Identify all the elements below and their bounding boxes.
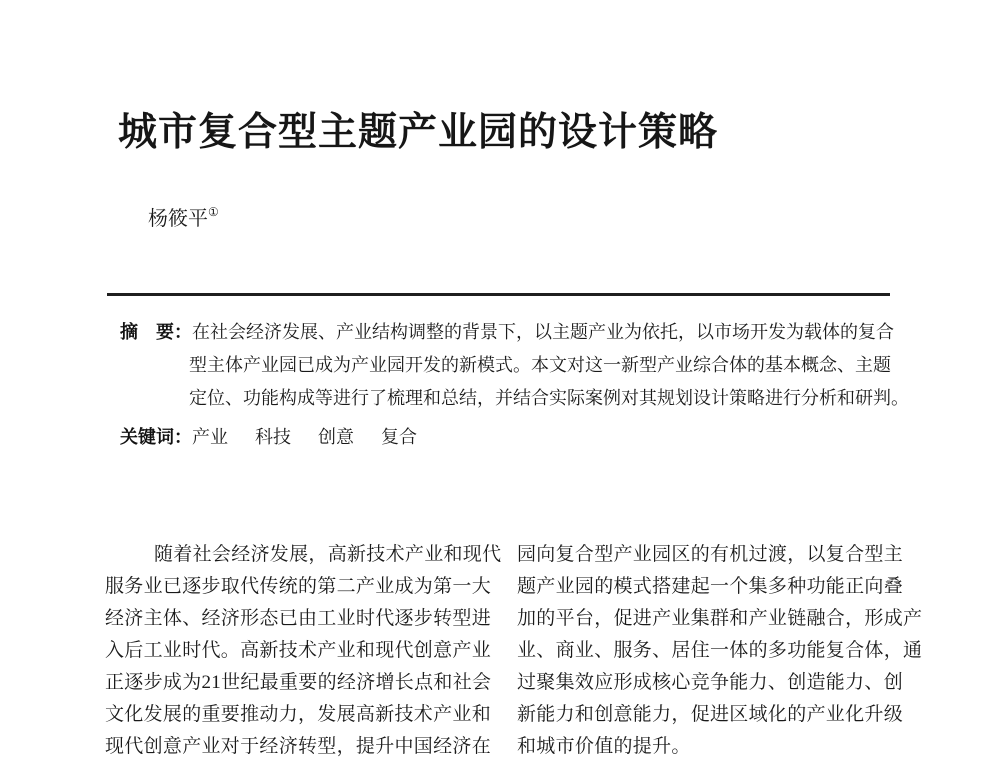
body-text-line: 正逐步成为21世纪最重要的经济增长点和社会 bbox=[105, 672, 492, 693]
abstract-section bbox=[120, 316, 909, 415]
body-text-line: 经济主体、经济形态已由工业时代逐步转型进 bbox=[105, 608, 492, 629]
body-text-line: 业、商业、服务、居住一体的多功能复合体，通 bbox=[517, 640, 923, 661]
abstract-text-line-3: 定位、功能构成等进行了梳理和总结，并结合实际案例对其规划设计策略进行分析和研判。 bbox=[189, 388, 909, 408]
body-text-line: 和城市价值的提升。 bbox=[517, 736, 691, 757]
body-left-column bbox=[105, 539, 502, 761]
body-text-line: 文化发展的重要推动力，发展高新技术产业和 bbox=[105, 704, 492, 725]
author-footnote-mark: ① bbox=[208, 205, 219, 219]
body-text-line: 入后工业时代。高新技术产业和现代创意产业 bbox=[105, 640, 492, 661]
keywords-line bbox=[120, 421, 417, 454]
keyword-item: 产业 bbox=[192, 427, 228, 447]
abstract-line bbox=[120, 316, 894, 349]
keywords-label: 关键词： bbox=[120, 427, 192, 447]
body-right-column bbox=[517, 539, 923, 761]
keyword-item: 创意 bbox=[318, 427, 354, 447]
body-text-line: 过聚集效应形成核心竞争能力、创造能力、创 bbox=[517, 672, 904, 693]
author-name: 杨筱平 bbox=[148, 208, 208, 230]
header-divider-rule bbox=[107, 293, 890, 296]
body-text-line: 服务业已逐步取代传统的第二产业成为第一大 bbox=[105, 576, 492, 597]
author-line bbox=[148, 202, 219, 231]
abstract-text-line-1: 在社会经济发展、产业结构调整的背景下，以主题产业为依托，以市场开发为载体的复合 bbox=[192, 322, 894, 342]
article-title: 城市复合型主题产业园的设计策略 bbox=[118, 111, 719, 154]
abstract-text-line-2: 型主体产业园已成为产业园开发的新模式。本文对这一新型产业综合体的基本概念、主题 bbox=[189, 355, 891, 375]
body-text-line: 加的平台，促进产业集群和产业链融合，形成产 bbox=[517, 608, 923, 629]
keyword-item: 科技 bbox=[255, 427, 291, 447]
body-text-line: 题产业园的模式搭建起一个集多种功能正向叠 bbox=[517, 576, 904, 597]
body-text-line: 园向复合型产业园区的有机过渡，以复合型主 bbox=[517, 544, 904, 565]
body-text-line: 新能力和创意能力，促进区域化的产业化升级 bbox=[517, 704, 904, 725]
abstract-label: 摘 要： bbox=[120, 322, 192, 342]
body-text-line: 现代创意产业对于经济转型，提升中国经济在 bbox=[105, 736, 492, 757]
body-text-line: 随着社会经济发展，高新技术产业和现代 bbox=[154, 544, 502, 565]
keyword-item: 复合 bbox=[381, 427, 417, 447]
